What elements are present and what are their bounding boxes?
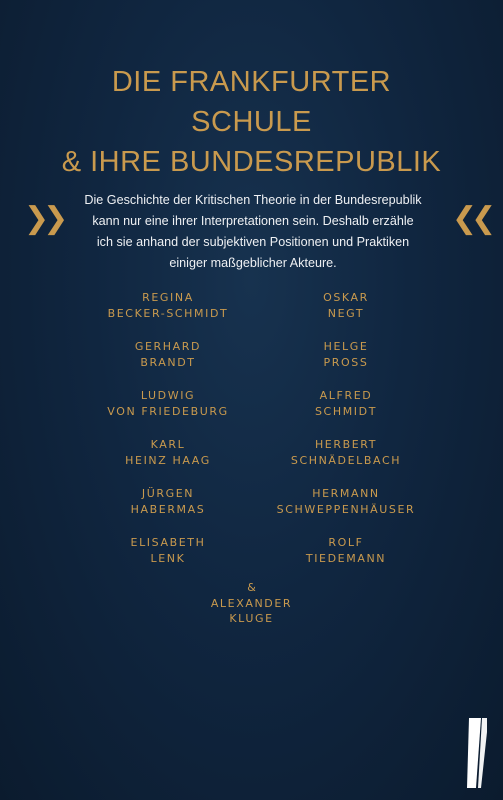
author-last: BECKER-SCHMIDT xyxy=(107,307,229,320)
blurb-line-3: ich sie anhand der subjektiven Positionen und Praktiken xyxy=(96,235,410,249)
open-quote-icon: ❯❯ xyxy=(24,201,63,236)
author-name xyxy=(236,437,456,469)
author-name xyxy=(236,388,456,420)
title-line-1: DIE FRANKFURTER xyxy=(111,66,392,98)
author-first: HERBERT xyxy=(314,438,378,451)
author-column-right xyxy=(236,290,456,584)
author-name xyxy=(236,535,456,567)
blurb-quote xyxy=(0,190,503,270)
author-last: LENK xyxy=(150,552,186,565)
title-line-2: SCHULE xyxy=(191,106,312,138)
author-last: VON FRIEDEBURG xyxy=(107,405,229,418)
author-last: SCHNÄDELBACH xyxy=(290,454,402,467)
blurb-line-1: Die Geschichte der Kritischen Theorie in der Bundesrepublik xyxy=(84,193,422,207)
author-last: HABERMAS xyxy=(130,503,206,516)
author-first: REGINA xyxy=(142,291,194,304)
author-last: SCHMIDT xyxy=(314,405,378,418)
blurb-line-2: kann nur eine ihrer Interpretationen sein. Deshalb erzähle xyxy=(92,214,414,228)
author-last: NEGT xyxy=(327,307,365,320)
final-author xyxy=(0,580,503,626)
author-last: TIEDEMANN xyxy=(305,552,387,565)
author-last: PROSS xyxy=(323,356,369,369)
author-last: SCHWEPPENHÄUSER xyxy=(276,503,416,516)
close-quote-icon: ❮❮ xyxy=(452,201,491,236)
author-name xyxy=(236,486,456,518)
author-first: JÜRGEN xyxy=(141,487,195,500)
author-first: LUDWIG xyxy=(140,389,196,402)
author-first: GERHARD xyxy=(134,340,202,353)
author-first: HERMANN xyxy=(312,487,380,500)
title-line-3: & IHRE BUNDESREPUBLIK xyxy=(61,146,442,178)
author-first: ALEXANDER xyxy=(210,597,293,610)
author-name xyxy=(236,339,456,371)
author-first: ALFRED xyxy=(319,389,373,402)
blurb-line-4: einiger maßgeblicher Akteure. xyxy=(169,256,337,270)
publisher-stripe-logo-icon xyxy=(467,718,487,788)
author-last: BRANDT xyxy=(140,356,196,369)
book-title xyxy=(0,62,503,182)
author-name xyxy=(236,290,456,322)
author-last: KLUGE xyxy=(229,612,274,625)
author-first: ELISABETH xyxy=(130,536,206,549)
blurb-text xyxy=(60,190,446,274)
ampersand: & xyxy=(247,581,256,594)
author-first: KARL xyxy=(150,438,186,451)
author-first: HELGE xyxy=(323,340,369,353)
author-last: HEINZ HAAG xyxy=(125,454,211,467)
author-first: ROLF xyxy=(328,536,364,549)
author-first: OSKAR xyxy=(323,291,369,304)
